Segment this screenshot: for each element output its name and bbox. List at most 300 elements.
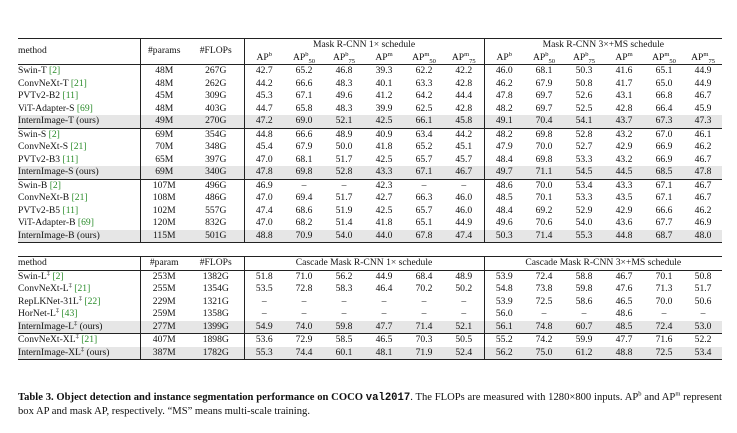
value-cell: 47.3 — [684, 115, 722, 128]
value-cell: 46.1 — [684, 128, 722, 141]
citation-link[interactable]: [43] — [61, 308, 78, 319]
params-cell: 69M — [140, 166, 188, 179]
value-cell: 46.9 — [694, 217, 712, 228]
value-cell: 42.8 — [455, 77, 473, 89]
value-cell: 43.3 — [604, 179, 644, 192]
value-cell: 55.2 — [484, 334, 524, 347]
citation-link[interactable]: [2] — [49, 179, 61, 191]
value-cell: 66.9 — [655, 153, 673, 165]
value-cell: 51.8 — [244, 270, 284, 283]
method-cell — [18, 115, 140, 128]
value-cell: 44.9 — [684, 65, 722, 78]
value-cell: 44.8 — [604, 230, 644, 243]
value-cell: 39.3 — [364, 65, 404, 78]
params-cell: 407M — [140, 334, 188, 347]
value-cell: 67.9 — [295, 141, 313, 152]
table-row — [18, 78, 722, 91]
method-name: ConvNeXt-XL — [18, 334, 76, 345]
value-cell: 69.4 — [295, 192, 313, 203]
value-cell: 44.2 — [244, 78, 284, 91]
value-cell: 70.9 — [284, 230, 324, 243]
value-cell: 71.0 — [284, 270, 324, 283]
value-cell: 42.5 — [375, 204, 393, 216]
value-cell: 47.7 — [604, 334, 644, 347]
flops-cell: 1782G — [188, 347, 244, 360]
value-cell: 67.1 — [655, 192, 673, 203]
ours-tag: (ours) — [84, 346, 110, 358]
value-cell: 72.8 — [295, 283, 313, 294]
method-name: InternImage-T (ours) — [18, 115, 100, 126]
value-cell: 47.8 — [684, 166, 722, 179]
value-cell: 74.4 — [284, 347, 324, 360]
header-schedule-1x: Cascade Mask R-CNN 1× schedule — [244, 257, 484, 271]
value-cell: 70.6 — [535, 217, 553, 228]
value-cell: 44.0 — [364, 230, 404, 243]
value-cell: 46.7 — [684, 179, 722, 192]
method-name: ConvNeXt-S — [18, 141, 69, 152]
method-name: InternImage-S (ours) — [18, 166, 99, 177]
value-cell: 52.8 — [564, 128, 604, 141]
value-cell: 43.1 — [615, 90, 633, 101]
value-cell: 50.5 — [444, 334, 484, 347]
metric-header: $AP^b_{50}$ — [533, 51, 556, 65]
method-cell — [18, 141, 140, 154]
value-cell: 54.5 — [564, 166, 604, 179]
value-cell: 62.2 — [404, 65, 444, 78]
value-cell: 42.8 — [615, 102, 633, 114]
value-cell: 50.2 — [455, 283, 473, 294]
value-cell: 45.1 — [455, 141, 473, 152]
value-cell: 70.0 — [535, 141, 553, 152]
method-name: ConvNeXt-T — [18, 77, 69, 89]
value-cell: 53.4 — [564, 179, 604, 192]
params-cell: 48M — [140, 78, 188, 91]
value-cell: 67.9 — [535, 77, 553, 89]
flops-cell: 1321G — [202, 295, 229, 307]
value-cell: 69.8 — [284, 166, 324, 179]
flops-cell: 340G — [188, 166, 244, 179]
value-cell: 74.8 — [524, 321, 564, 334]
metric-header: $AP^m$ — [615, 51, 633, 63]
method-cell — [18, 128, 140, 141]
params-cell: 70M — [140, 141, 188, 154]
method-cell — [18, 270, 140, 283]
value-cell: 69.8 — [524, 128, 564, 141]
params-cell: 115M — [140, 230, 188, 243]
flops-cell: 309G — [205, 90, 227, 101]
value-cell: 74.0 — [284, 321, 324, 334]
value-cell: 50.3 — [484, 230, 524, 243]
value-cell: 59.8 — [324, 321, 364, 334]
method-cell — [18, 321, 140, 334]
value-cell: 66.8 — [655, 90, 673, 101]
params-cell: 120M — [140, 217, 188, 230]
value-cell: 47.7 — [364, 321, 404, 334]
value-cell: 67.0 — [644, 128, 684, 141]
value-cell: 46.9 — [244, 179, 284, 192]
table-row — [18, 179, 722, 192]
value-cell: 65.8 — [295, 102, 313, 114]
header-method: method — [18, 257, 140, 271]
value-cell: – — [404, 179, 444, 192]
method-cell — [18, 179, 140, 192]
params-cell: 253M — [140, 270, 188, 283]
metric-header: $AP^b$ — [484, 52, 524, 65]
value-cell: 44.4 — [455, 90, 473, 101]
value-cell: 69.7 — [535, 102, 553, 114]
method-cell — [18, 166, 140, 179]
citation-link[interactable]: [21] — [70, 141, 87, 152]
value-cell: 51.7 — [335, 192, 353, 203]
value-cell: – — [341, 295, 347, 307]
method-name: RepLKNet-31L — [18, 295, 79, 307]
value-cell: 43.3 — [364, 166, 404, 179]
value-cell: 72.4 — [644, 321, 684, 334]
value-cell: 43.2 — [615, 153, 633, 165]
value-cell: 58.5 — [324, 334, 364, 347]
flops-cell: 397G — [205, 153, 227, 165]
flops-cell: 1354G — [202, 283, 229, 294]
value-cell: 52.4 — [444, 347, 484, 360]
value-cell: 52.5 — [575, 102, 593, 114]
caption-sup-m: m — [675, 390, 681, 398]
citation-link[interactable]: [21] — [74, 283, 91, 294]
value-cell: 44.9 — [694, 77, 712, 89]
value-cell: 47.6 — [615, 283, 633, 294]
value-cell: 44.8 — [244, 128, 284, 141]
params-cell: 277M — [140, 321, 188, 334]
dagger-mark: ‡ — [55, 308, 60, 314]
ours-tag: (ours) — [77, 320, 103, 332]
value-cell: 68.5 — [644, 166, 684, 179]
value-cell: 46.2 — [694, 204, 712, 216]
value-cell: 72.4 — [524, 270, 564, 283]
value-cell: 42.8 — [455, 102, 473, 114]
flops-cell: 348G — [205, 141, 227, 152]
value-cell: – — [284, 179, 324, 192]
value-cell: 58.6 — [575, 295, 593, 307]
value-cell: 68.1 — [524, 65, 564, 78]
citation-link[interactable]: [11] — [62, 153, 79, 165]
metric-header: $AP^m_{50}$ — [652, 51, 676, 65]
citation-link[interactable]: [11] — [62, 90, 79, 101]
value-cell: 66.1 — [404, 115, 444, 128]
caption-text-2: and AP — [641, 392, 676, 403]
value-cell: 53.3 — [575, 192, 593, 203]
flops-cell: 496G — [188, 179, 244, 192]
metric-header: $AP^m_{50}$ — [412, 51, 436, 65]
method-name: ConvNeXt-L — [18, 283, 69, 294]
value-cell: 46.7 — [694, 192, 712, 203]
header-schedule-3x: Mask R-CNN 3×+MS schedule — [484, 39, 722, 52]
value-cell: 63.3 — [415, 77, 433, 89]
value-cell: – — [541, 308, 547, 319]
header-row — [18, 39, 722, 52]
method-name: Swin-L — [18, 270, 47, 282]
value-cell: 53.0 — [684, 321, 722, 334]
value-cell: 56.0 — [484, 308, 524, 321]
value-cell: 42.7 — [375, 192, 393, 203]
value-cell: 65.7 — [415, 153, 433, 165]
table-row — [18, 154, 722, 167]
header-schedule-3x: Cascade Mask R-CNN 3×+MS schedule — [484, 257, 722, 271]
value-cell: 71.6 — [644, 334, 684, 347]
value-cell: 41.6 — [604, 65, 644, 78]
value-cell: 71.3 — [655, 283, 673, 294]
value-cell: 49.6 — [484, 217, 524, 230]
value-cell: 55.3 — [564, 230, 604, 243]
flops-cell: 486G — [205, 192, 227, 203]
header-schedule-1x: Mask R-CNN 1× schedule — [244, 39, 484, 52]
method-cell — [18, 65, 140, 78]
value-cell: 48.6 — [615, 308, 633, 319]
citation-link[interactable]: [21] — [71, 192, 88, 203]
method-name: Swin-T — [18, 65, 47, 76]
params-cell: 65M — [140, 154, 188, 167]
value-cell: 67.1 — [644, 179, 684, 192]
value-cell: 44.9 — [455, 217, 473, 228]
value-cell: 63.4 — [404, 128, 444, 141]
flops-cell: 1399G — [188, 321, 244, 334]
value-cell: – — [581, 308, 587, 319]
value-cell: 48.2 — [484, 103, 524, 116]
value-cell: 66.3 — [415, 192, 433, 203]
value-cell: 67.8 — [404, 230, 444, 243]
metric-header: $AP^b_{75}$ — [332, 51, 355, 65]
value-cell: 73.8 — [535, 283, 553, 294]
params-cell: 255M — [140, 283, 188, 296]
value-cell: 59.9 — [564, 334, 604, 347]
params-cell: 259M — [140, 308, 188, 321]
value-cell: 49.7 — [484, 166, 524, 179]
method-cell — [18, 334, 140, 347]
value-cell: 43.5 — [615, 192, 633, 203]
value-cell: 55.3 — [244, 347, 284, 360]
citation-link[interactable]: [2] — [48, 128, 60, 140]
value-cell: 75.0 — [524, 347, 564, 360]
flops-cell: 1898G — [188, 334, 244, 347]
method-name: InternImage-XL — [18, 346, 81, 358]
value-cell: 42.5 — [364, 115, 404, 128]
value-cell: 52.7 — [575, 141, 593, 152]
params-cell: 48M — [140, 103, 188, 116]
value-cell: 70.2 — [415, 283, 433, 294]
method-cell — [18, 90, 140, 103]
value-cell: 46.7 — [604, 270, 644, 283]
table-gap — [18, 243, 722, 257]
table-row — [18, 141, 722, 154]
caption-label: Table 3. — [18, 392, 54, 403]
value-cell: 58.8 — [564, 270, 604, 283]
method-name: ConvNeXt-B — [18, 192, 70, 203]
dagger-mark: ‡ — [80, 346, 85, 353]
value-cell: 48.2 — [484, 128, 524, 141]
citation-link[interactable]: [2] — [52, 270, 64, 282]
method-cell — [18, 103, 140, 116]
value-cell: 68.4 — [404, 270, 444, 283]
value-cell: 50.8 — [684, 270, 722, 283]
value-cell: 41.7 — [615, 77, 633, 89]
flops-cell: 832G — [205, 217, 227, 228]
value-cell: 54.0 — [324, 230, 364, 243]
table-caption — [18, 391, 722, 419]
value-cell: 42.3 — [364, 179, 404, 192]
citation-link[interactable]: [69] — [77, 217, 94, 228]
value-cell: 48.3 — [335, 77, 353, 89]
value-cell: 53.9 — [484, 270, 524, 283]
method-cell — [18, 308, 140, 321]
metric-header: $AP^b_{50}$ — [292, 51, 315, 65]
value-cell: 52.1 — [324, 115, 364, 128]
value-cell: 46.7 — [444, 166, 484, 179]
value-cell: – — [244, 296, 284, 309]
value-cell: 48.3 — [335, 102, 353, 114]
method-cell — [18, 296, 140, 309]
value-cell: 45.8 — [444, 115, 484, 128]
flops-cell: 403G — [205, 102, 227, 114]
value-cell: 40.9 — [364, 128, 404, 141]
value-cell: 46.5 — [364, 334, 404, 347]
citation-link[interactable]: [69] — [76, 102, 93, 114]
value-cell: 59.8 — [575, 283, 593, 294]
caption-split: val2017 — [365, 392, 411, 404]
value-cell: 50.6 — [694, 295, 712, 307]
value-cell: 54.1 — [564, 115, 604, 128]
value-cell: 47.2 — [244, 115, 284, 128]
value-cell: 53.3 — [575, 153, 593, 165]
value-cell: 47.0 — [244, 192, 284, 205]
value-cell: 70.1 — [535, 192, 553, 203]
header-flops: #FLOPs — [188, 257, 244, 271]
value-cell: 48.8 — [604, 347, 644, 360]
value-cell: 43.7 — [604, 115, 644, 128]
value-cell: 67.7 — [655, 217, 673, 228]
value-cell: 44.7 — [244, 103, 284, 116]
value-cell: – — [461, 308, 467, 319]
value-cell: 72.5 — [535, 295, 553, 307]
value-cell: 47.9 — [484, 141, 524, 154]
value-cell: – — [324, 179, 364, 192]
value-cell: 51.7 — [694, 283, 712, 294]
value-cell: 48.1 — [364, 347, 404, 360]
citation-link[interactable]: [22] — [84, 295, 101, 307]
value-cell: 67.1 — [404, 166, 444, 179]
value-cell: 46.4 — [375, 283, 393, 294]
value-cell: 72.9 — [284, 334, 324, 347]
value-cell: 65.1 — [415, 217, 433, 228]
value-cell: 53.6 — [244, 334, 284, 347]
params-cell: 229M — [140, 296, 188, 309]
value-cell: 41.8 — [375, 141, 393, 152]
value-cell: 46.0 — [455, 192, 473, 203]
value-cell: 70.4 — [524, 115, 564, 128]
method-cell — [18, 230, 140, 243]
method-cell — [18, 217, 140, 230]
method-name: Swin-B — [18, 179, 48, 191]
citation-link[interactable]: [21] — [81, 334, 98, 345]
value-cell: 70.0 — [524, 179, 564, 192]
method-cell — [18, 192, 140, 205]
method-name: PVTv2-B5 — [18, 204, 61, 216]
value-cell: 65.2 — [415, 141, 433, 152]
method-cell — [18, 347, 140, 360]
table-row — [18, 270, 722, 283]
params-cell: 387M — [140, 347, 188, 360]
method-name: Swin-S — [18, 128, 47, 140]
value-cell: 42.9 — [615, 204, 633, 216]
results-table — [18, 38, 722, 360]
flops-cell: 354G — [188, 128, 244, 141]
method-cell — [18, 154, 140, 167]
value-cell: 49.1 — [484, 115, 524, 128]
method-name: InternImage-L — [18, 320, 74, 332]
value-cell: – — [381, 295, 387, 307]
table-row — [18, 296, 722, 309]
value-cell: 60.7 — [564, 321, 604, 334]
flops-cell: 501G — [188, 230, 244, 243]
method-cell — [18, 205, 140, 218]
citation-link[interactable]: [2] — [49, 65, 61, 76]
value-cell: 69.0 — [284, 115, 324, 128]
value-cell: 43.6 — [615, 217, 633, 228]
value-cell: 53.9 — [484, 296, 524, 309]
value-cell: 56.2 — [484, 347, 524, 360]
params-cell: 49M — [140, 115, 188, 128]
caption-text-1: . The FLOPs are measured with 1280×800 inputs. AP — [410, 392, 639, 403]
value-cell: 42.5 — [375, 153, 393, 165]
value-cell: 56.2 — [324, 270, 364, 283]
value-cell: – — [461, 295, 467, 307]
value-cell: 46.5 — [615, 295, 633, 307]
citation-link[interactable]: [21] — [70, 77, 87, 89]
table-row — [18, 192, 722, 205]
value-cell: 48.5 — [484, 192, 524, 205]
value-cell: – — [301, 308, 307, 319]
value-cell: 54.0 — [575, 217, 593, 228]
header-flops: #FLOPs — [188, 39, 244, 65]
table-row — [18, 217, 722, 230]
value-cell: 48.4 — [484, 154, 524, 167]
value-cell: 46.7 — [694, 90, 712, 101]
value-cell: 46.2 — [484, 78, 524, 91]
value-cell: 67.1 — [295, 90, 313, 101]
value-cell: 53.4 — [684, 347, 722, 360]
value-cell: 70.3 — [404, 334, 444, 347]
table-row — [18, 115, 722, 128]
method-name: ViT-Adapter-S — [18, 102, 75, 114]
method-name: PVTv2-B3 — [18, 153, 61, 165]
value-cell: 66.6 — [655, 204, 673, 216]
citation-link[interactable]: [11] — [62, 204, 79, 216]
flops-cell: 267G — [188, 65, 244, 78]
value-cell: 52.6 — [575, 90, 593, 101]
value-cell: 65.0 — [655, 77, 673, 89]
table-row — [18, 90, 722, 103]
value-cell: 69.8 — [535, 153, 553, 165]
value-cell: 48.4 — [484, 205, 524, 218]
value-cell: 69.7 — [535, 90, 553, 101]
caption-sup-b: b — [638, 390, 642, 398]
value-cell: 70.1 — [644, 270, 684, 283]
table-row — [18, 65, 722, 78]
value-cell: 50.3 — [564, 65, 604, 78]
caption-title: Object detection and instance segmentation performance on COCO val2017 — [56, 392, 411, 404]
params-cell: 48M — [140, 65, 188, 78]
value-cell: 66.9 — [655, 141, 673, 152]
table-row — [18, 334, 722, 347]
table-row — [18, 166, 722, 179]
value-cell: – — [444, 179, 484, 192]
